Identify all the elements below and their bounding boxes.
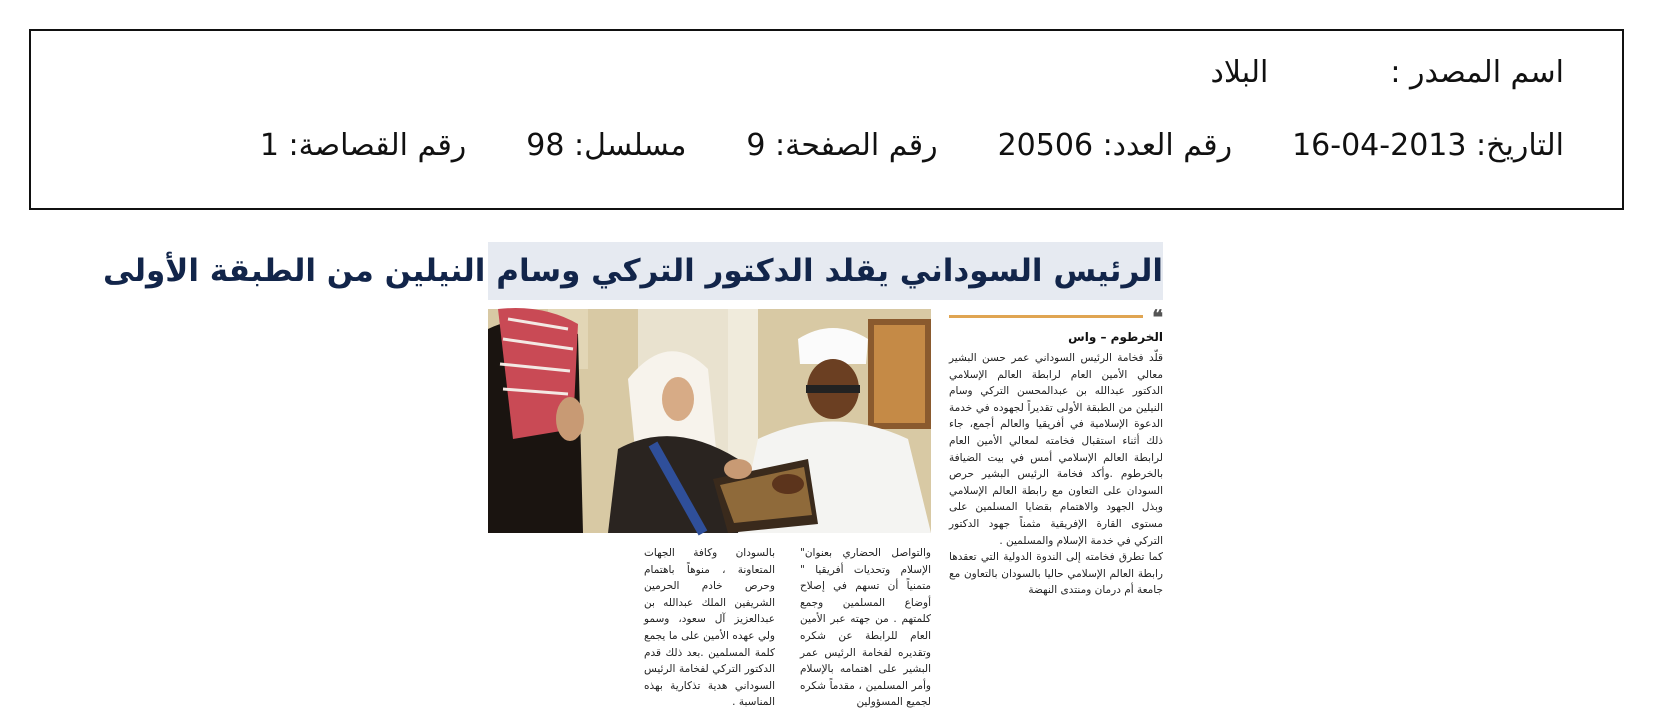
issue-value: 20506: [997, 128, 1094, 163]
article-column-3: بالسودان وكافة الجهات المتعاونة ، منوهاً باهتمام وحرص خادم الحرمين الشريفين الملك عبدالله بن عبدالعزيز آل سعود، وسمو ولي عهده الأمين على ما يجمع كلمة المسلمين .بعد ذلك قدم الدكتور التركي لفخامة الرئيس السوداني هدية تذكارية بهذه المناسبة .: [644, 547, 775, 709]
details-line: [259, 128, 1564, 163]
clip-value: 1: [259, 128, 279, 163]
page-value: 9: [746, 128, 766, 163]
date-value: 2013-04-16: [1292, 128, 1467, 163]
source-info-box: [29, 29, 1624, 210]
source-line: [1210, 55, 1564, 90]
source-label: اسم المصدر :: [1390, 55, 1564, 90]
article-paragraph-1: قلّد فخامة الرئيس السوداني عمر حسن البشير معالي الأمين العام لرابطة العالم الإسلامي الدكتور عبدالله بن عبدالمحسن التركي وسام النيلين من الطبقة الأولى تقديراً لجهوده في خدمة الدعوة الإسلامية في أفريقيا والعالم أجمع، جاء ذلك أثناء استقبال فخامته لمعالي الأمين العام لرابطة العالم الإسلامي أمس في بيت الضيافة بالخرطوم .وأكد فخامة الرئيس البشير حرص السودان على التعاون مع رابطة العالم الإسلامي وبذل الجهود والاهتمام بقضايا المسلمين على مستوى القارة الإفريقية مثمناً جهود الدكتور التركي في خدمة الإسلام والمسلمين .: [949, 352, 1163, 547]
date-label: التاريخ:: [1476, 128, 1564, 163]
article-photo: [488, 309, 931, 533]
article-paragraph-2: كما تطرق فخامته إلى الندوة الدولية التي تعقدها رابطة العالم الإسلامي حاليا بالسودان بالتعاون مع جامعة أم درمان ومنتدى النهضة: [949, 551, 1163, 597]
divider-line: [949, 315, 1143, 318]
article-column-2: والتواصل الحضاري بعنوان" الإسلام وتحديات أفريقيا " متمنياً أن تسهم في إصلاح أوضاع المسلمين وجمع كلمتهم . من جهته عبر الأمين العام للرابطة عن شكره وتقديره لفخامة الرئيس عمر البشير على اهتمامه بالإسلام وأمر المسلمين ، مقدماً شكره لجميع المسؤولين: [800, 547, 931, 709]
article-column-right: [949, 305, 1163, 599]
serial-value: 98: [526, 128, 565, 163]
issue-label: رقم العدد:: [1102, 128, 1233, 163]
clip-label: رقم القصاصة:: [288, 128, 467, 163]
serial-label: مسلسل:: [574, 128, 687, 163]
source-value: البلاد: [1210, 55, 1269, 90]
page-label: رقم الصفحة:: [775, 128, 938, 163]
article-headline: الرئيس السوداني يقلد الدكتور التركي وسام النيلين من الطبقة الأولى: [488, 242, 1163, 300]
newspaper-clipping: [102, 242, 1163, 709]
article-dateline: الخرطوم – واس: [1068, 330, 1163, 344]
quote-mark-icon: ❝: [1152, 305, 1163, 329]
